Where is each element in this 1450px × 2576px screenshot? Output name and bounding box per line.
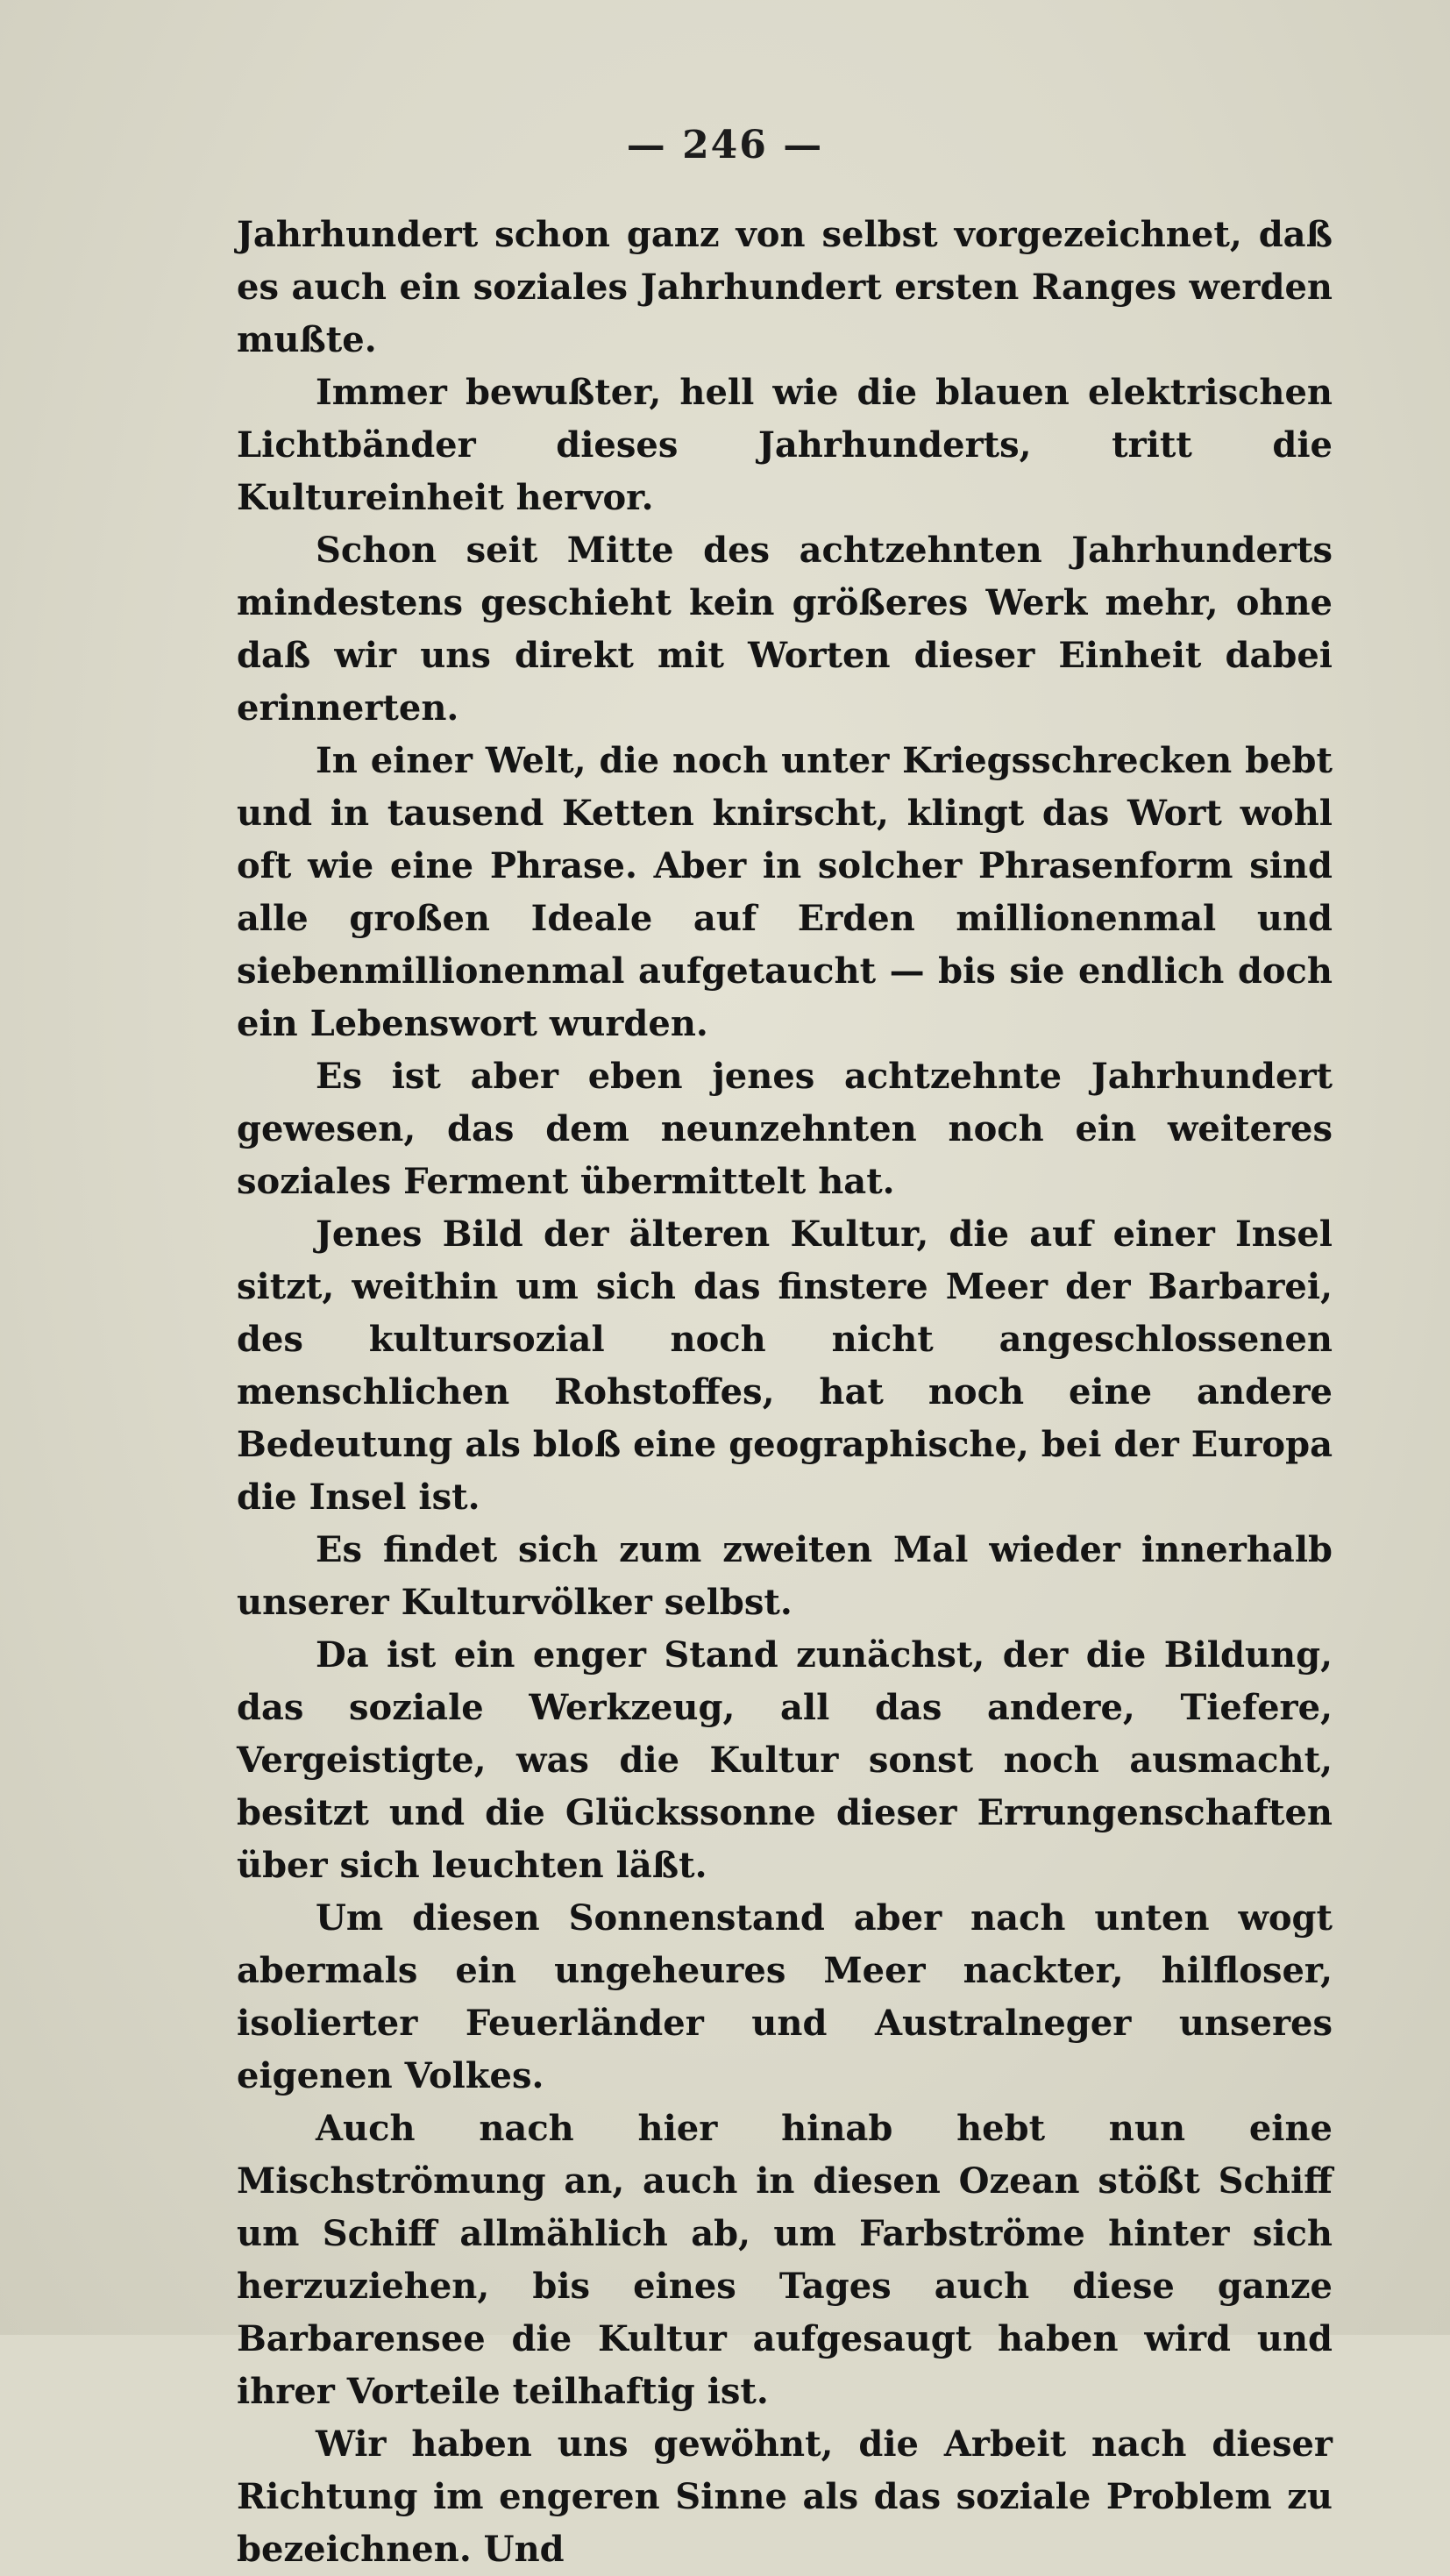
page-number: — 246 — [626, 123, 824, 167]
paragraph-1: Jahrhundert schon ganz von selbst vorgezeichnet, daß es auch ein soziales Jahrhundert ersten Ranges werden mußte. [237, 214, 1333, 360]
paragraph-5: Es ist aber eben jenes achtzehnte Jahrhundert gewesen, das dem neunzehnten noch ein weiteres soziales Ferment übermittelt hat. [237, 1056, 1333, 1202]
paragraph-7: Es findet sich zum zweiten Mal wieder innerhalb unserer Kulturvölker selbst. [237, 1529, 1333, 1623]
paragraph-10: Auch nach hier hinab hebt nun eine Mischströmung an, auch in diesen Ozean stößt Schiff um Schiff allmählich ab, um Farbströme hinter sich herzuziehen, bis eines Tages auch diese ganze Barbarensee die Kultur aufgesaugt haben wird und ihrer Vorteile teilhaftig ist. [237, 2108, 1333, 2412]
paragraph-2: Immer bewußter, hell wie die blauen elektrischen Lichtbänder dieses Jahrhunderts, tritt die Kultureinheit hervor. [237, 372, 1333, 518]
paragraph-11: Wir haben uns gewöhnt, die Arbeit nach dieser Richtung im engeren Sinne als das soziale Problem zu bezeichnen. Und [237, 2423, 1333, 2570]
paragraph-9: Um diesen Sonnenstand aber nach unten wogt abermals ein ungeheures Meer nackter, hilfloser, isolierter Feuerländer und Australneger unseres eigenen Volkes. [237, 1897, 1333, 2096]
paragraph-8: Da ist ein enger Stand zunächst, der die Bildung, das soziale Werkzeug, all das andere, Tiefere, Vergeistigte, was die Kultur sonst noch ausmacht, besitzt und die Glückssonne dieser Errungenschaften über sich leuchten läßt. [237, 1634, 1333, 1886]
paragraph-6: Jenes Bild der älteren Kultur, die auf einer Insel sitzt, weithin um sich das finstere Meer der Barbarei, des kultursozial noch nicht angeschlossenen menschlichen Rohstoffes, hat noch eine andere Bedeutung als bloß eine geographische, bei der Europa die Insel ist. [237, 1213, 1333, 1518]
paragraph-3: Schon seit Mitte des achtzehnten Jahrhunderts mindestens geschieht kein größeres Werk mehr, ohne daß wir uns direkt mit Worten dieser Einheit dabei erinnerten. [237, 530, 1333, 729]
paragraph-4: In einer Welt, die noch unter Kriegsschrecken bebt und in tausend Ketten knirscht, klingt das Wort wohl oft wie eine Phrase. Aber in solcher Phrasenform sind alle großen Ideale auf Erden millionenmal und siebenmillionenmal aufgetaucht — bis sie endlich doch ein Lebenswort wurden. [237, 740, 1333, 1044]
body-text [237, 209, 1333, 2576]
